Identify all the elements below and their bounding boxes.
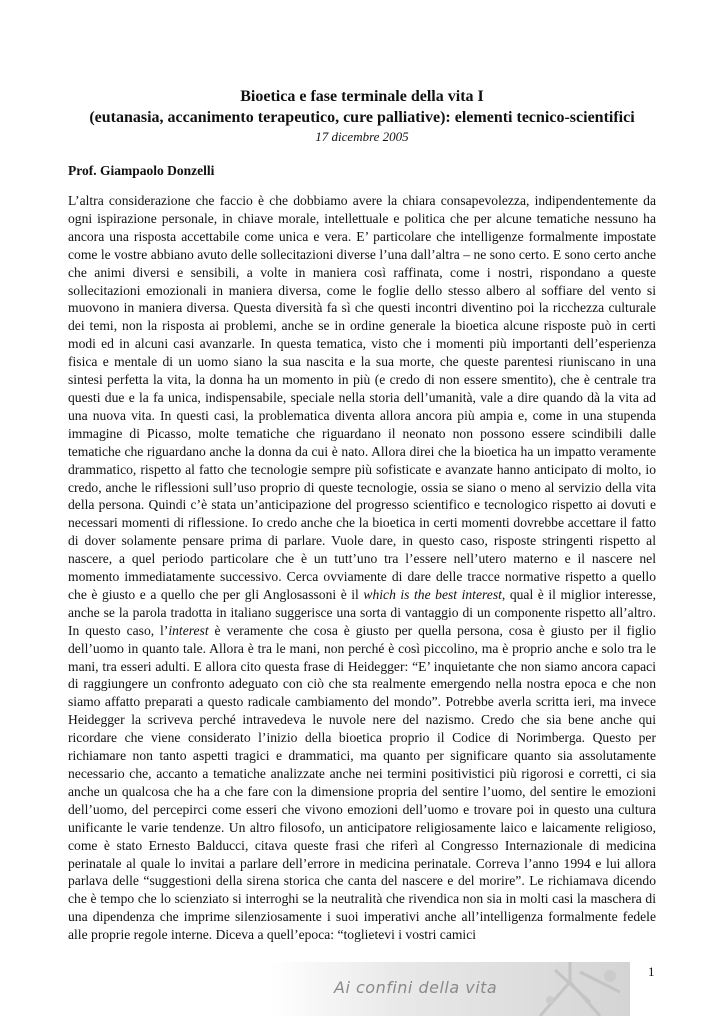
title-block [60, 86, 664, 145]
footer-decoration-icon [480, 962, 630, 1016]
document-subtitle: (eutanasia, accanimento terapeutico, cure palliative): elementi tecnico-scientifici [89, 109, 635, 126]
page-number: 1 [648, 964, 655, 979]
footer-banner [270, 962, 630, 1016]
author-name: Prof. Giampaolo Donzelli [68, 163, 215, 178]
document-title: Bioetica e fase terminale della vita I [240, 88, 484, 105]
body-italic-phrase: which is the best interest [363, 586, 502, 602]
document-date: 17 dicembre 2005 [315, 129, 409, 144]
body-paragraph [68, 192, 656, 944]
footer-banner-text: Ai confini della vita [334, 978, 498, 997]
body-text-part1: L’altra considerazione che faccio è che dobbiamo avere la chiara consapevolezza, indipendentemente da ogni ispirazione personale, in chiave morale, intellettuale e politica che per alcune tematiche nessuno ha ancora una risposta accettabile come unica e vera. E’ particolare che intelligenze formalmente impostate come le vostre abbiano avuto delle sollecitazioni diverse l’una dall’altra – ne sono certo. E sono certo anche che animi diversi e sensibili, a volte in maniera così raffinata, come i nostri, rispondano a queste sollecitazioni emozionali in maniera diversa, come le foglie dello stesso albero al soffiare del vento si muovono in maniera diversa. Questa diversità fa sì che questi incontri diventino poi la ricchezza culturale dei temi, non la risposta ai problemi, anche se in ordine generale la bioetica alcune risposte può in certi modi ed in alcuni casi avanzarle. In questa tematica, visto che i momenti più importanti dell’esperienza fisica e mentale di un uomo siano la sua nascita e la sua morte, che queste parentesi riuniscano in una sintesi perfetta la vita, la donna ha un momento in più (e credo di non essere smentito), che è centrale tra questi due e la fa unica, indispensabile, speciale nella storia dell’umanità, vale a dire quando dà la vita ad una nuova vita. In questi casi, la problematica diventa allora ancora più ampia e, come in una stupenda immagine di Picasso, molte tematiche che riguardano il neonato non possono essere scindibili dalle tematiche che riguardano anche la donna da cui è nato. Allora direi che la bioetica ha un impatto veramente drammatico, rispetto al fatto che tecnologie sempre più sofisticate e avanzate hanno anticipato di molto, io credo, anche le riflessioni sull’uso proprio di queste tecnologie, ossia se siano o meno al servizio della vita della persona. Quindi c’è stata un’anticipazione del progresso scientifico e tecnologico rispetto ai dovuti e necessari momenti di riflessione. Io credo anche che la bioetica in certi momenti dovrebbe accettare il fatto di dover solamente pensare prima di parlare. Vuole dare, in questo caso, risposte stringenti rispetto al nascere, a quel periodo particolare che è un tutt’uno tra l’essere nell’utero materno e il nascere nel momento immediatamente successivo. Cerca ovviamente di dare delle tracce normative rispetto a quello che è giusto e a quello che per gli Anglosassoni è il [68, 193, 656, 602]
body-text-part3: è veramente che cosa è giusto per quella persona, cosa è giusto per il figlio dell’uomo in quanto tale. Allora è tra le mani, non perché è così piccolino, ma è proprio anche e solo tra le mani, tra esseri adulti. E allora cito questa frase di Heidegger: “E’ inquietante che non siamo ancora capaci di raggiungere un confronto adeguato con ciò che sta realmente emergendo nella nostra epoca e che non siamo affatto preparati a questo radicale cambiamento del mondo”. Potrebbe averla scritta ieri, ma invece Heidegger la scriveva perché intravedeva le nuvole nere del nazismo. Credo che sia bene anche qui ricordare che viene considerato l’inizio della bioetica proprio il Codice di Norimberga. Questo per richiamare non tanto aspetti tragici e drammatici, ma quanto per significare quanto sia assolutamente necessario che, accanto a tematiche analizzate anche nei termini positivistici più rigorosi e corretti, ci sia anche un qualcosa che ha a che fare con la dimensione propria del sentire l’uomo, del sentire le emozioni dell’uomo, del percepirci come esseri che vivono emozioni dell’uomo e trovare poi in questo una cultura unificante le varie tendenze. Un altro filosofo, un anticipatore religiosamente laico e laicamente religioso, come è stato Ernesto Balducci, citava queste frasi che riferì al Congresso Internazionale di medicina perinatale al quale lo invitai a parlare dell’errore in medicina perinatale. Correva l’anno 1994 e lui allora parlava delle “suggestioni della sirena storica che canta del nascere e del morire”. Le richiamava dicendo che è tempo che lo scienziato si interroghi se la neutralità che rivendica non sia in molti casi la maschera di una dipendenza che imprime silenziosamente i suoi imperativi anche all’intelligenza formalmente fedele alle proprie regole interne. Diceva a quell’epoca: “toglietevi i vostri camici [68, 622, 656, 943]
body-italic-word: interest [168, 622, 209, 638]
body-text-part2: , qual è il miglior interesse, anche se la parola tradotta in italiano suggerisce una sorta di vantaggio di un componente rispetto all’altro. In questo caso, l’ [68, 586, 656, 638]
